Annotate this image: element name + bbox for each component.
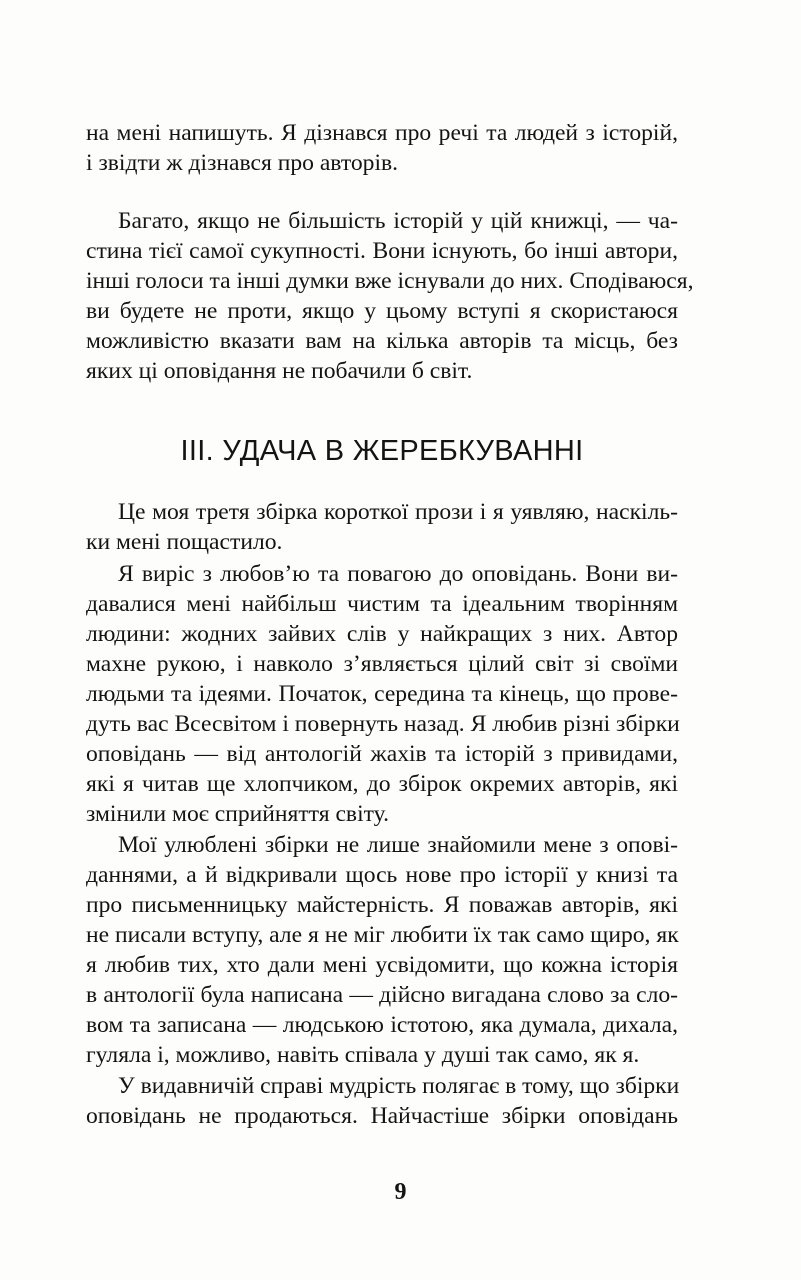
text-line: змінили моє сприйняття світу. xyxy=(86,801,389,827)
text-line: гуляла і, можливо, навіть співала у душі так само, як я. xyxy=(86,1042,640,1068)
text-line: яких ці оповідання не побачили б світ. xyxy=(86,358,473,384)
text-line: Я виріс з любов’ю та повагою до оповідань. Вони ви- xyxy=(118,561,678,587)
text-line: дуть вас Всесвітом і повернуть назад. Я любив різні збірки xyxy=(86,711,680,737)
text-line: вом та записана — людською істотою, яка думала, дихала, xyxy=(86,1012,678,1038)
text-line: оповідань не продаються. Найчастіше збірки оповідань xyxy=(86,1103,678,1129)
text-line: ки мені пощастило. xyxy=(86,529,283,555)
text-line: давалися мені найбільш чистим та ідеальним творінням xyxy=(86,591,678,617)
text-line: і звідти ж дізнався про авторів. xyxy=(86,150,399,176)
text-line: стина тієї самої сукупності. Вони існують, бо інші автори, xyxy=(86,238,678,264)
text-line: ви будете не проти, якщо у цьому вступі я скористаюся xyxy=(86,298,678,324)
text-line: які я читав ще хлопчиком, до збірок окремих авторів, які xyxy=(86,771,678,797)
text-line: махне рукою, і навколо з’являється цілий світ зі своїми xyxy=(86,651,678,677)
text-line: не писали вступу, але я не міг любити їх так само щиро, як xyxy=(86,922,679,948)
text-line: У видавничій справі мудрість полягає в тому, що збірки xyxy=(118,1073,680,1099)
text-line: Мої улюблені збірки не лише знайомили мене з опові- xyxy=(118,832,678,858)
section-heading: ІІІ. УДАЧА В ЖЕРЕБКУВАННІ xyxy=(180,435,584,467)
page-number: 9 xyxy=(394,1179,407,1205)
text-line: в антології була написана — дійсно вигадана слово за сло- xyxy=(86,982,678,1008)
text-line: оповідань — від антологій жахів та історій з привидами, xyxy=(86,741,678,767)
text-line: інші голоси та інші думки вже існували до них. Сподіваюся, xyxy=(86,268,694,294)
text-line: людини: жодних зайвих слів у найкращих з них. Автор xyxy=(86,621,678,647)
text-line: я любив тих, хто дали мені усвідомити, що кожна історія xyxy=(86,952,678,978)
text-line: Це моя третя збірка короткої прози і я уявляю, наскіль- xyxy=(118,499,678,525)
text-line: людьми та ідеями. Початок, середина та кінець, що прове- xyxy=(86,681,678,707)
text-line: на мені напишуть. Я дізнався про речі та людей з історій, xyxy=(86,120,678,146)
text-line: про письменницьку майстерність. Я поважав авторів, які xyxy=(86,892,678,918)
text-line: даннями, а й відкривали щось нове про історії у книзі та xyxy=(86,862,678,888)
text-line: Багато, якщо не більшість історій у цій книжці, — ча- xyxy=(118,208,678,234)
text-line: можливістю вказати вам на кілька авторів та місць, без xyxy=(86,328,678,354)
